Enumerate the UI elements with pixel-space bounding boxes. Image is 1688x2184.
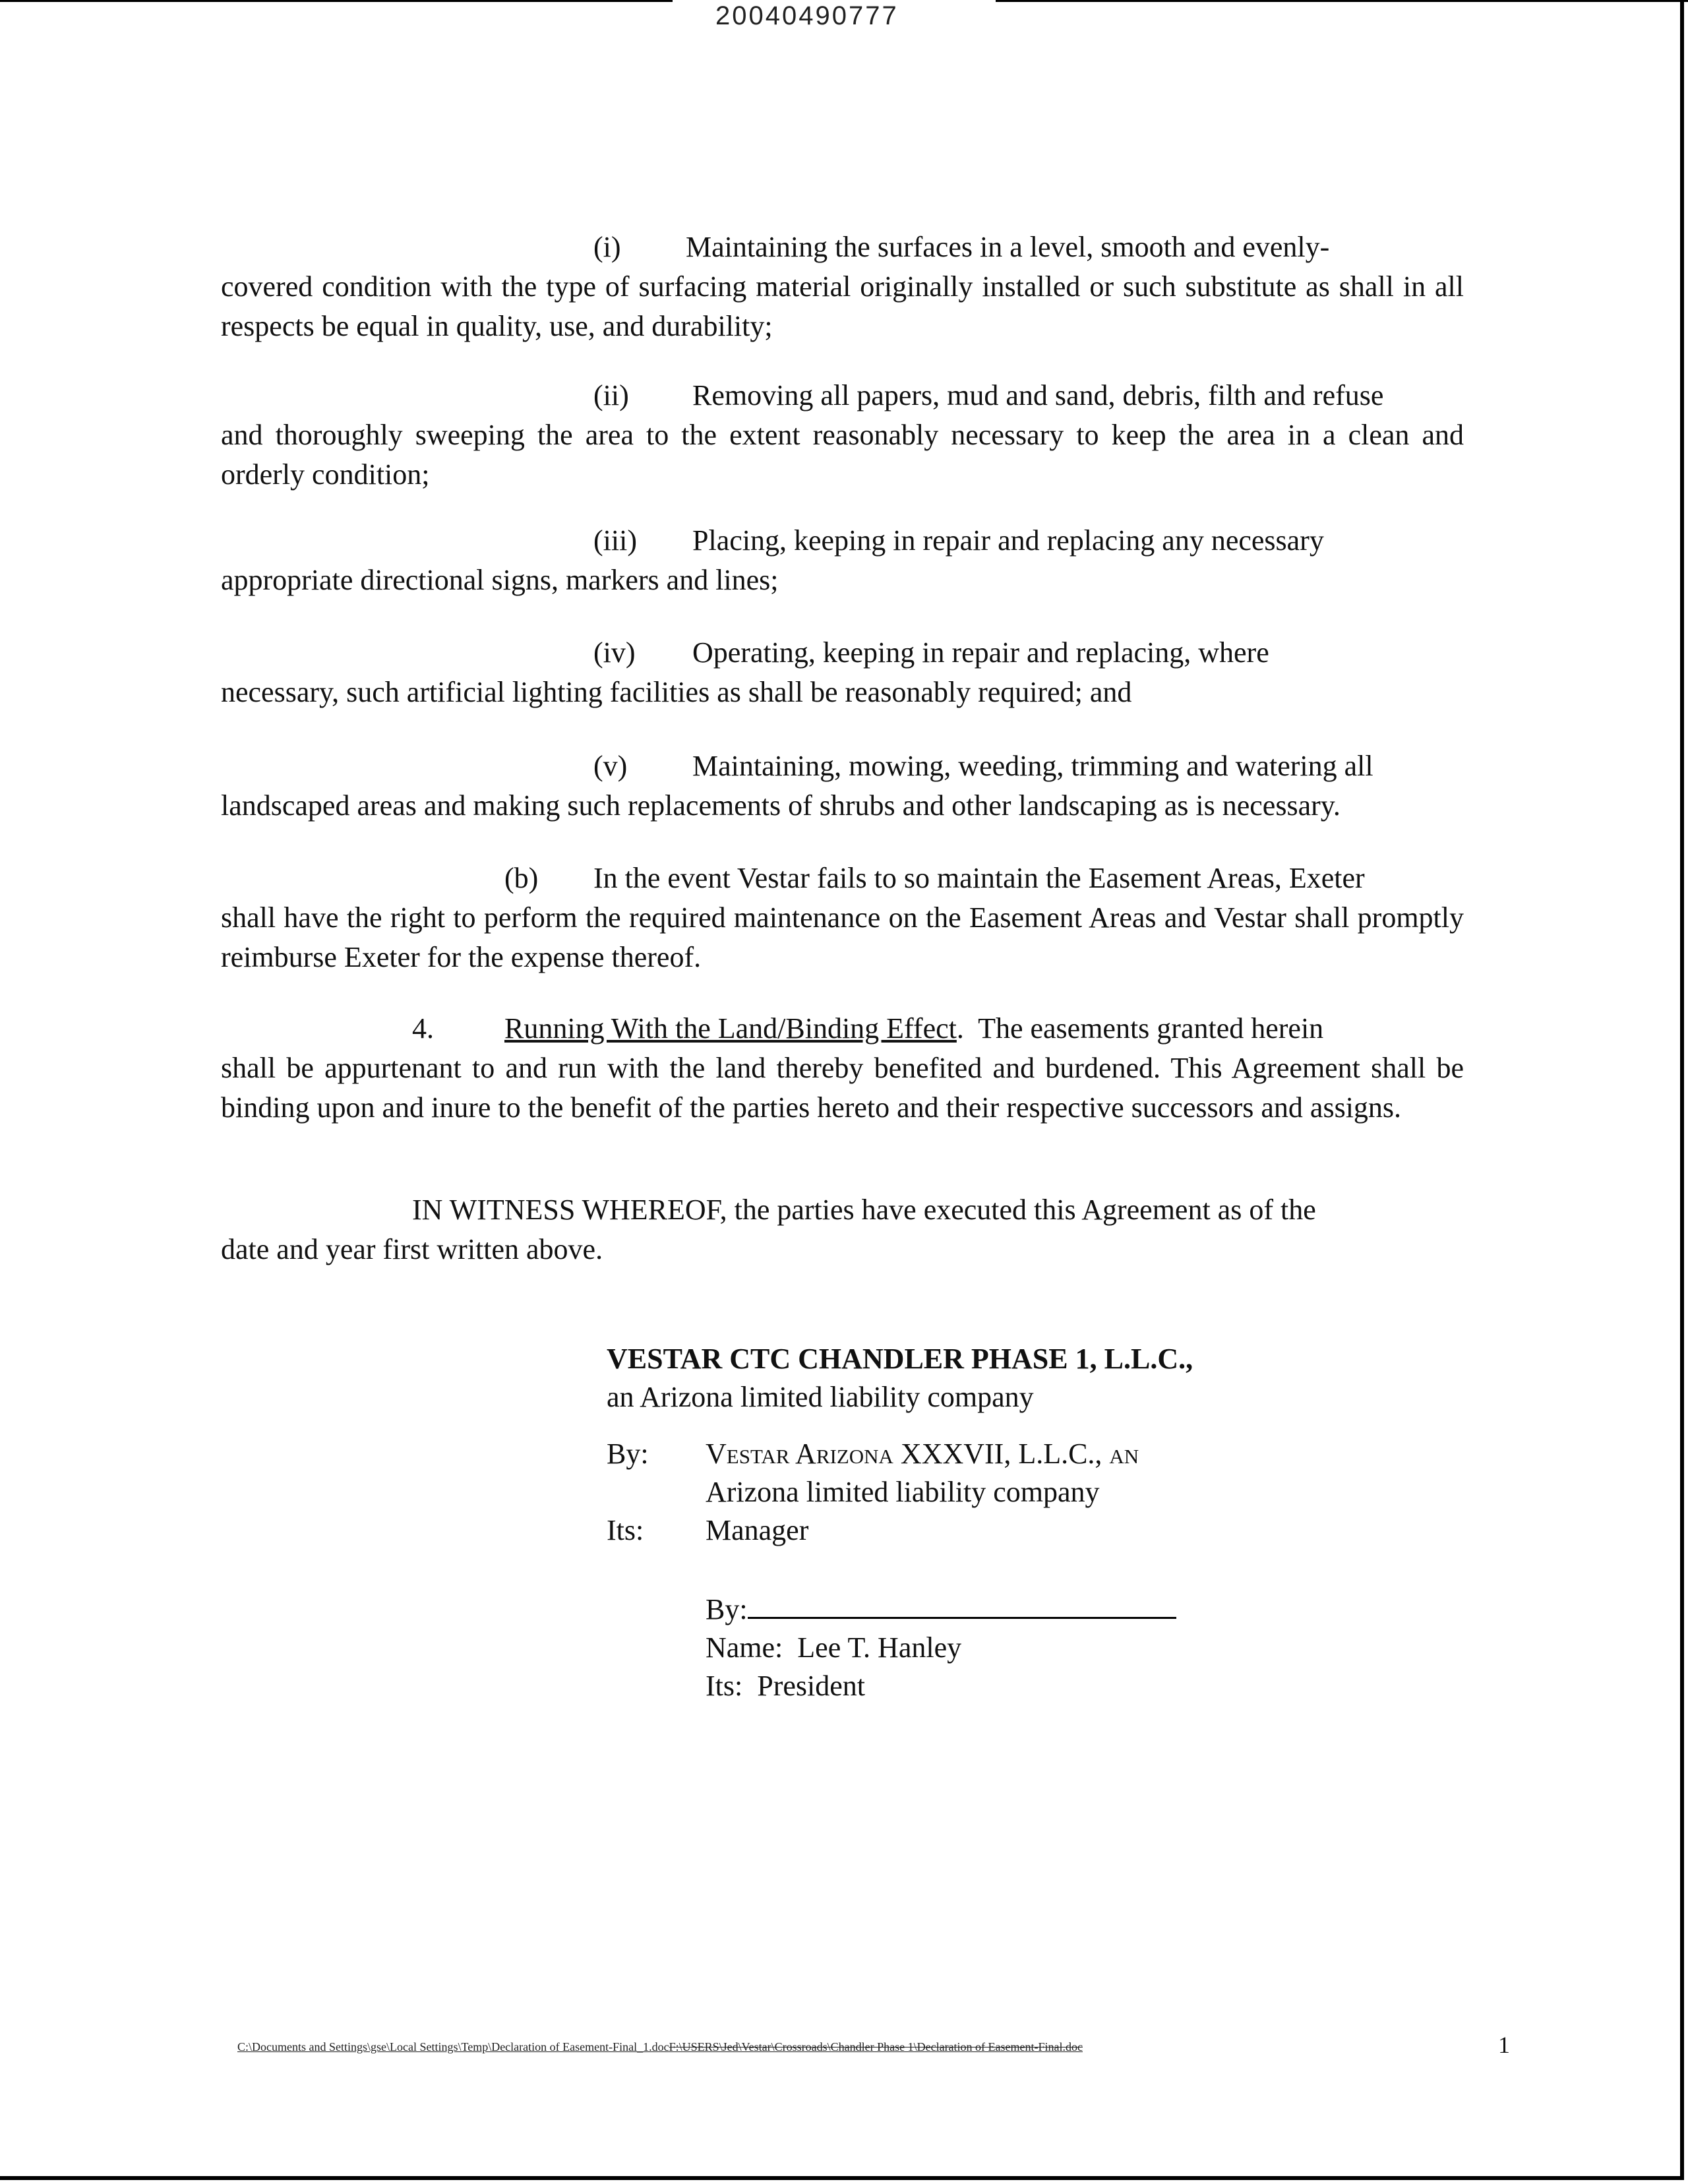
paragraph-marker: (b) [504, 862, 539, 894]
signature-block [607, 1340, 1193, 1705]
paragraph-ii [221, 376, 1464, 495]
paragraph-text-rest: covered condition with the type of surfacing material originally installed or such substitute as shall in all respects be equal in quality, use, and durability; [221, 270, 1464, 342]
recording-number: 20040490777 [715, 1, 899, 30]
its-label: Its: [607, 1514, 644, 1546]
signature-line [748, 1588, 1176, 1619]
paragraph-text-first: Placing, keeping in repair and replacing any necessary [692, 524, 1324, 557]
section-number: 4. [412, 1012, 434, 1045]
name-value: Lee T. Hanley [797, 1631, 962, 1664]
title-value: President [757, 1670, 865, 1702]
company-name: VESTAR CTC CHANDLER PHASE 1, L.L.C., [607, 1343, 1193, 1375]
by-value-line2: Arizona limited liability company [706, 1476, 1100, 1508]
footer-path-current: C:\Documents and Settings\gse\Local Settings\Temp\Declaration of Easement-Final_1.doc [237, 2040, 669, 2053]
paragraph-marker: (ii) [593, 379, 629, 411]
by-label: By: [607, 1438, 649, 1470]
paragraph-v [221, 746, 1464, 826]
footer-path-struck: F:\USERS\Jed\Vestar\Crossroads\Chandler Phase 1\Declaration of Easement-Final.doc [669, 2040, 1083, 2053]
paragraph-text-rest: date and year first written above. [221, 1233, 603, 1265]
section-heading: Running With the Land/Binding Effect [504, 1012, 957, 1045]
paragraph-iii [221, 521, 1464, 600]
paragraph-text-rest: necessary, such artificial lighting facilities as shall be reasonably required; and [221, 676, 1132, 708]
paragraph-text-first: Removing all papers, mud and sand, debris, filth and refuse [692, 379, 1384, 411]
top-rule-right [996, 0, 1688, 2]
section-4 [221, 1009, 1464, 1128]
footer-file-path [237, 2040, 1083, 2054]
paragraph-i [221, 228, 1464, 346]
paragraph-marker: (iii) [593, 524, 637, 557]
paragraph-text-first: Operating, keeping in repair and replacing, where [692, 636, 1269, 669]
paragraph-iv [221, 633, 1464, 712]
paragraph-text-first: Maintaining the surfaces in a level, smooth and evenly- [686, 231, 1330, 263]
its-value: Manager [706, 1514, 809, 1546]
signature-by-label: By: [706, 1593, 748, 1625]
top-rule-left [0, 0, 673, 2]
witness-clause [221, 1190, 1464, 1269]
paragraph-text-first: In the event Vestar fails to so maintain the Easement Areas, Exeter [593, 862, 1365, 894]
paragraph-text-rest: landscaped areas and making such replacements of shrubs and other landscaping as is necessary. [221, 789, 1341, 822]
paragraph-text-rest: shall be appurtenant to and run with the land thereby benefited and burdened. This Agreement shall be binding upon and inure to the benefit of the parties hereto and their respective successors and assigns. [221, 1052, 1464, 1124]
paragraph-text-rest: and thoroughly sweeping the area to the extent reasonably necessary to keep the area in a clean and orderly condition; [221, 419, 1464, 491]
paragraph-text-first: Maintaining, mowing, weeding, trimming and watering all [692, 750, 1373, 782]
by-row [607, 1435, 1193, 1511]
signatory-block [607, 1588, 1193, 1705]
paragraph-text-rest: shall have the right to perform the required maintenance on the Easement Areas and Vestar shall promptly reimburse Exeter for the expense thereof. [221, 901, 1464, 973]
paragraph-text-first: The easements granted herein [978, 1012, 1324, 1045]
its-row [607, 1511, 1193, 1550]
paragraph-marker: (i) [593, 231, 621, 263]
paragraph-marker: (iv) [593, 636, 636, 669]
name-label: Name: [706, 1631, 783, 1664]
paragraph-marker: (v) [593, 750, 628, 782]
page-number: 1 [1498, 2032, 1510, 2058]
by-value-line1: Vestar Arizona XXXVII, L.L.C., an [706, 1438, 1139, 1470]
paragraph-text-first: IN WITNESS WHEREOF, the parties have executed this Agreement as of the [412, 1194, 1316, 1226]
company-description: an Arizona limited liability company [607, 1381, 1034, 1413]
section-heading-period: . [956, 1012, 964, 1045]
paragraph-b [221, 859, 1464, 977]
title-label: Its: [706, 1670, 743, 1702]
paragraph-text-rest: appropriate directional signs, markers and lines; [221, 564, 779, 596]
